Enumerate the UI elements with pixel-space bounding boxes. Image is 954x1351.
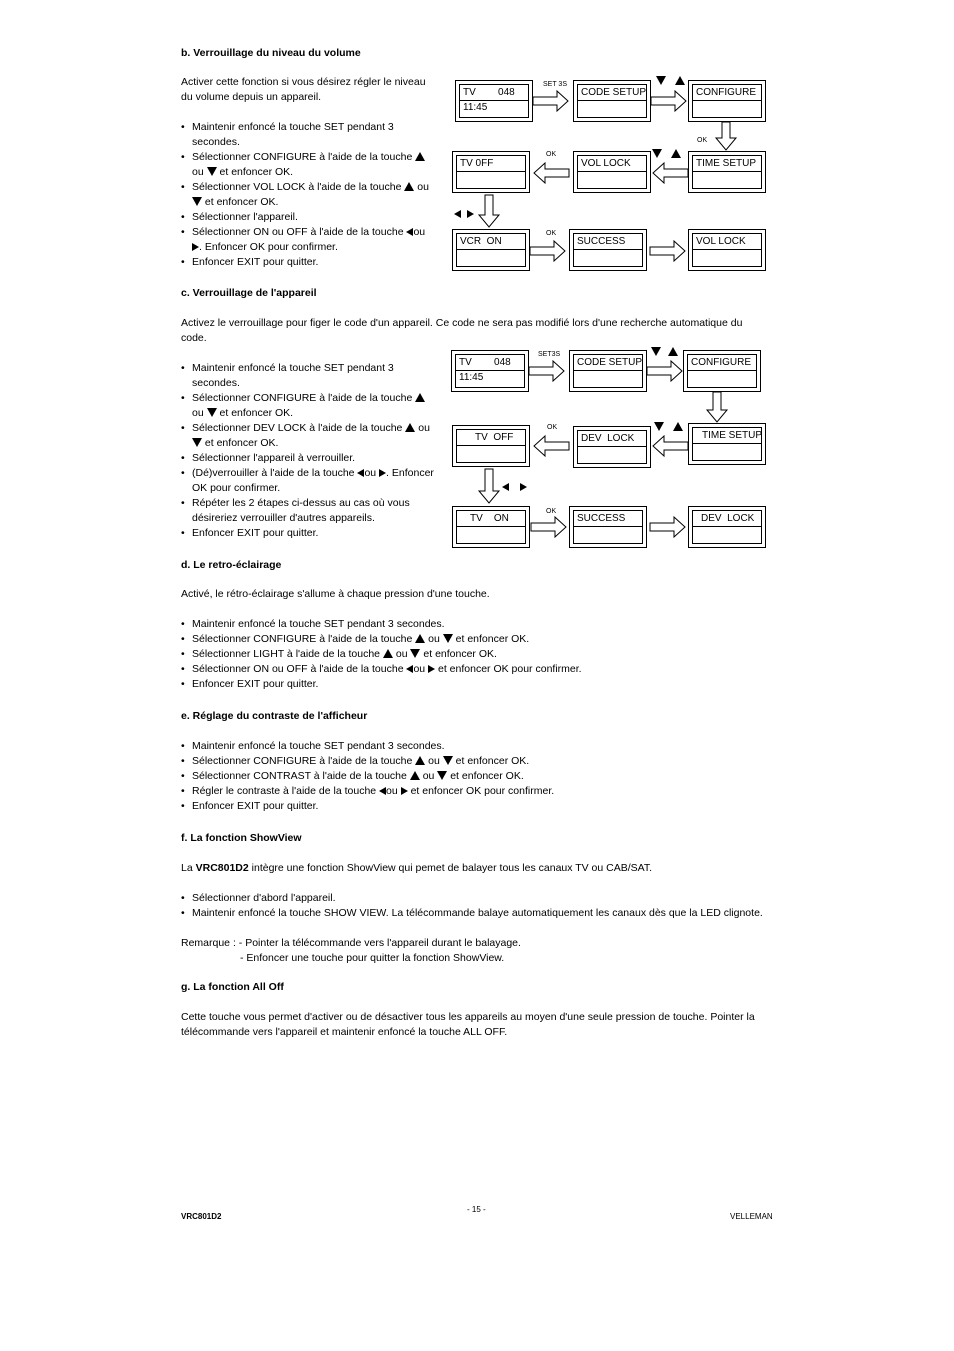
- footer-model: VRC801D2: [181, 1212, 222, 1221]
- label-ok: OK: [547, 424, 558, 431]
- right-arrow-icon: [467, 210, 474, 218]
- list-item: • Sélectionner ON ou OFF à l'aide de la touche ou . Enfoncer OK pour confirmer.: [181, 225, 436, 255]
- list-item: • Maintenir enfoncé la touche SHOW VIEW. La télécommande balaye automatiquement les canaux dès que la LED clignote.: [181, 906, 781, 921]
- down-arrow-icon: [443, 634, 453, 643]
- list-item: • Sélectionner CONFIGURE à l'aide de la touche ou et enfoncer OK.: [181, 632, 781, 647]
- list-item: • Sélectionner d'abord l'appareil.: [181, 891, 781, 906]
- up-arrow-icon: [383, 649, 393, 658]
- up-arrow-icon: [405, 423, 415, 432]
- up-arrow-icon: [415, 393, 425, 402]
- list-item: • Sélectionner CONFIGURE à l'aide de la touche ou et enfoncer OK.: [181, 754, 781, 769]
- down-arrow-icon: [652, 149, 662, 158]
- down-flow-arrow-icon: [479, 469, 499, 503]
- right-flow-arrow-icon: [651, 91, 687, 111]
- lcd-configure: CONFIGURE: [683, 350, 761, 392]
- section-b-steps: [181, 120, 436, 270]
- lcd-time-setup: TIME SETUP: [688, 151, 766, 193]
- left-flow-arrow-icon: [533, 163, 569, 183]
- lcd-tv-off: TV OFF: [452, 425, 530, 467]
- footer-brand: VELLEMAN: [730, 1212, 773, 1221]
- up-arrow-icon: [675, 76, 685, 85]
- lcd-success: SUCCESS: [569, 229, 647, 271]
- list-item: • Enfoncer EXIT pour quitter.: [181, 255, 436, 270]
- label-ok: OK: [697, 137, 708, 144]
- down-arrow-icon: [207, 167, 217, 176]
- list-item: • Sélectionner CONFIGURE à l'aide de la touche ou et enfoncer OK.: [181, 391, 436, 421]
- down-arrow-icon: [207, 408, 217, 417]
- down-arrow-icon: [656, 76, 666, 85]
- lcd-code-setup: CODE SETUP: [573, 80, 651, 122]
- lcd-dev-lock-result: DEV LOCK: [688, 506, 766, 548]
- section-f-remark-1: Remarque : - Pointer la télécommande vers l'appareil durant le balayage.: [181, 937, 521, 949]
- up-arrow-icon: [668, 347, 678, 356]
- list-item: • Enfoncer EXIT pour quitter.: [181, 677, 781, 692]
- up-arrow-icon: [415, 152, 425, 161]
- section-b-title: b. Verrouillage du niveau du volume: [181, 47, 361, 59]
- section-g-title: g. La fonction All Off: [181, 981, 284, 993]
- list-item: • Maintenir enfoncé la touche SET pendant 3 secondes.: [181, 361, 436, 391]
- right-arrow-icon: [192, 243, 199, 251]
- section-c-intro: Activez le verrouillage pour figer le code d'un appareil. Ce code ne sera pas modifié lors d'une recherche automatique du code.: [181, 317, 743, 344]
- down-arrow-icon: [192, 197, 202, 206]
- list-item: • Sélectionner LIGHT à l'aide de la touche ou et enfoncer OK.: [181, 647, 781, 662]
- section-f-steps: [181, 891, 781, 921]
- lcd-code-setup: CODE SETUP: [569, 350, 647, 392]
- list-item: • Enfoncer EXIT pour quitter.: [181, 526, 436, 541]
- down-arrow-icon: [437, 771, 447, 780]
- lcd-tv-048: TV 048 11:45: [455, 80, 533, 122]
- lcd-vol-lock-result: VOL LOCK: [688, 229, 766, 271]
- left-flow-arrow-icon: [652, 163, 688, 183]
- down-arrow-icon: [192, 438, 202, 447]
- list-item: • Maintenir enfoncé la touche SET pendant 3 secondes.: [181, 617, 781, 632]
- lcd-vol-lock: VOL LOCK: [573, 151, 651, 193]
- right-flow-arrow-icon: [530, 241, 566, 261]
- right-arrow-icon: [401, 787, 408, 795]
- down-arrow-icon: [443, 756, 453, 765]
- left-arrow-icon: [454, 210, 461, 218]
- label-ok: OK: [546, 508, 557, 515]
- section-e-steps: [181, 739, 781, 814]
- down-flow-arrow-icon: [707, 392, 727, 422]
- section-g-text: Cette touche vous permet d'activer ou de désactiver tous les appareils au moyen d'une seule pression de touche. Pointer la télécommande vers l'appareil et maintenir enfoncé la touche ALL OFF.: [181, 1011, 755, 1038]
- lcd-dev-lock: DEV LOCK: [573, 426, 651, 468]
- label-set3s: SET3S: [538, 351, 561, 358]
- lcd-tv-on: TV ON: [452, 506, 530, 548]
- footer-page-number: - 15 -: [467, 1205, 486, 1214]
- up-arrow-icon: [671, 149, 681, 158]
- down-flow-arrow-icon: [479, 195, 499, 227]
- right-flow-arrow-icon: [647, 361, 683, 381]
- down-arrow-icon: [410, 649, 420, 658]
- section-f-intro: La VRC801D2 intègre une fonction ShowView qui pemet de balayer tous les canaux TV ou CAB/SAT.: [181, 862, 653, 874]
- left-arrow-icon: [502, 483, 509, 491]
- left-flow-arrow-icon: [652, 436, 688, 456]
- lcd-vcr-on: VCR ON: [452, 229, 530, 271]
- label-set3s: SET 3S: [543, 81, 567, 88]
- list-item: • Sélectionner ON ou OFF à l'aide de la touche ou et enfoncer OK pour confirmer.: [181, 662, 781, 677]
- up-arrow-icon: [410, 771, 420, 780]
- down-arrow-icon: [654, 422, 664, 431]
- list-item: • Sélectionner DEV LOCK à l'aide de la touche ou et enfoncer OK.: [181, 421, 436, 451]
- list-item: • Répéter les 2 étapes ci-dessus au cas où vous désireriez verrouiller d'autres appareils.: [181, 496, 436, 526]
- section-b-intro: Activer cette fonction si vous désirez régler le niveau du volume depuis un appareil.: [181, 76, 426, 103]
- right-flow-arrow-icon: [650, 241, 686, 261]
- lcd-tv-off: TV 0FF: [452, 151, 530, 193]
- list-item: • Maintenir enfoncé la touche SET pendant 3 secondes.: [181, 739, 781, 754]
- right-arrow-icon: [520, 483, 527, 491]
- section-c-title: c. Verrouillage de l'appareil: [181, 287, 317, 299]
- list-item: • Sélectionner l'appareil à verrouiller.: [181, 451, 436, 466]
- list-item: • Régler le contraste à l'aide de la touche ou et enfoncer OK pour confirmer.: [181, 784, 781, 799]
- section-f-remark-2: - Enfoncer une touche pour quitter la fonction ShowView.: [240, 952, 505, 964]
- down-flow-arrow-icon: [716, 122, 736, 150]
- list-item: • Sélectionner CONFIGURE à l'aide de la touche ou et enfoncer OK.: [181, 150, 436, 180]
- list-item: • Maintenir enfoncé la touche SET pendant 3 secondes.: [181, 120, 436, 150]
- right-flow-arrow-icon: [650, 517, 686, 537]
- section-d-title: d. Le retro-éclairage: [181, 559, 282, 571]
- list-item: • Enfoncer EXIT pour quitter.: [181, 799, 781, 814]
- up-arrow-icon: [673, 422, 683, 431]
- down-arrow-icon: [651, 347, 661, 356]
- list-item: • Sélectionner CONTRAST à l'aide de la touche ou et enfoncer OK.: [181, 769, 781, 784]
- label-ok: OK: [546, 151, 557, 158]
- section-d-steps: [181, 617, 781, 692]
- up-arrow-icon: [415, 756, 425, 765]
- right-flow-arrow-icon: [533, 91, 569, 111]
- right-flow-arrow-icon: [531, 517, 567, 537]
- up-arrow-icon: [404, 182, 414, 191]
- section-c-steps: [181, 361, 436, 541]
- list-item: • Sélectionner l'appareil.: [181, 210, 436, 225]
- lcd-configure: CONFIGURE: [688, 80, 766, 122]
- right-arrow-icon: [379, 469, 386, 477]
- lcd-tv-048: TV 048 11:45: [451, 350, 529, 392]
- section-d-intro: Activé, le rétro-éclairage s'allume à chaque pression d'une touche.: [181, 588, 490, 600]
- left-flow-arrow-icon: [533, 436, 569, 456]
- right-arrow-icon: [428, 665, 435, 673]
- label-ok: OK: [546, 230, 557, 237]
- list-item: • Sélectionner VOL LOCK à l'aide de la touche ou et enfoncer OK.: [181, 180, 436, 210]
- list-item: • (Dé)verrouiller à l'aide de la touche ou . Enfoncer OK pour confirmer.: [181, 466, 436, 496]
- lcd-time-setup: TIME SETUP: [688, 423, 766, 465]
- left-arrow-icon: [379, 787, 386, 795]
- lcd-success: SUCCESS: [569, 506, 647, 548]
- section-f-title: f. La fonction ShowView: [181, 832, 302, 844]
- section-e-title: e. Réglage du contraste de l'afficheur: [181, 710, 368, 722]
- up-arrow-icon: [415, 634, 425, 643]
- right-flow-arrow-icon: [529, 361, 565, 381]
